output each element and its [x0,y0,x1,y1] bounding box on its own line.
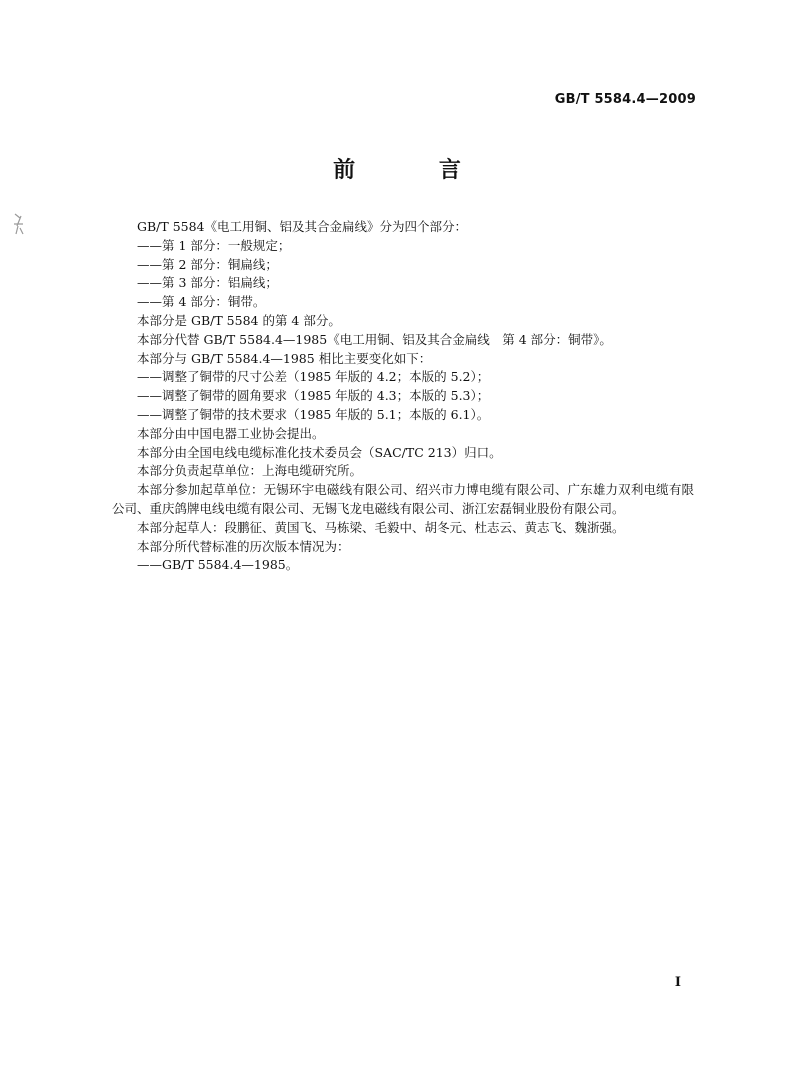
paragraph: 本部分由全国电线电缆标准化技术委员会（SAC/TC 213）归口。 [137,444,502,460]
paragraph: GB/T 5584《电工用铜、铝及其合金扁线》分为四个部分： [137,219,468,234]
list-item: ——第 1 部分：一般规定； [137,237,291,253]
document-body [112,218,694,575]
list-item: ——调整了铜带的尺寸公差（1985 年版的 4.2；本版的 5.2）； [137,369,490,385]
list-item: ——调整了铜带的圆角要求（1985 年版的 4.3；本版的 5.3）； [137,388,490,404]
paragraph: 本部分起草人：段鹏征、黄国飞、马栋梁、毛毅中、胡冬元、杜志云、黄志飞、魏浙强。 [137,519,625,535]
page-title: 前 言 [333,158,499,183]
paragraph: 本部分代替 GB/T 5584.4—1985《电工用铜、铝及其合金扁线 第 4 部分：铜带》。 [137,331,612,347]
paragraph: 本部分与 GB/T 5584.4—1985 相比主要变化如下： [137,350,432,366]
paragraph: 本部分参加起草单位：无锡环宇电磁线有限公司、绍兴市力博电缆有限公司、广东雄力双利电缆有限公司、重庆鸽牌电线电缆有限公司、无锡飞龙电磁线有限公司、浙江宏磊铜业股份有限公司。 [112,482,694,516]
paragraph: 本部分所代替标准的历次版本情况为： [137,538,350,554]
paragraph: 本部分由中国电器工业协会提出。 [137,425,325,441]
standard-code: GB/T 5584.4—2009 [554,92,696,107]
paragraph: 本部分负责起草单位：上海电缆研究所。 [137,463,363,479]
list-item: ——调整了铜带的技术要求（1985 年版的 5.1；本版的 6.1）。 [137,406,490,422]
list-item: ——GB/T 5584.4—1985。 [137,557,299,573]
scan-mark [12,212,26,238]
paragraph: 本部分是 GB/T 5584 的第 4 部分。 [137,312,341,328]
list-item: ——第 4 部分：铜带。 [137,294,266,310]
list-item: ——第 2 部分：铜扁线； [137,256,278,272]
list-item: ——第 3 部分：铝扁线； [137,275,278,291]
page-number: I [674,975,681,990]
